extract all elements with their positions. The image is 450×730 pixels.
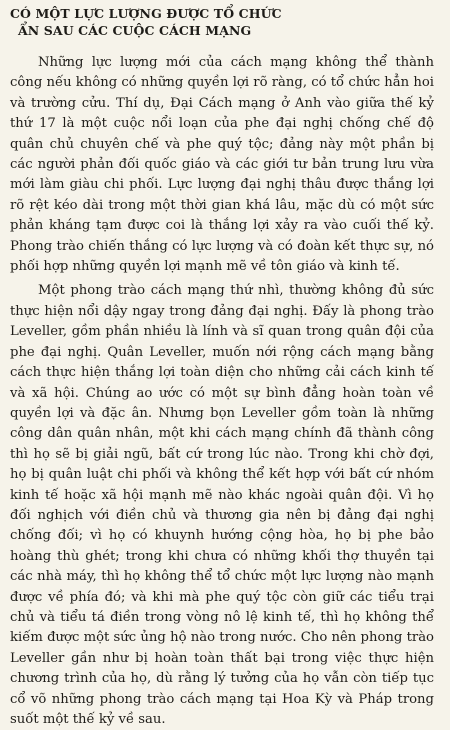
heading-line-1: CÓ MỘT LỰC LƯỢNG ĐƯỢC TỔ CHỨC — [10, 6, 282, 21]
paragraph-2: Một phong trào cách mạng thứ nhì, thường không đủ sức thực hiện nổi dậy ngay trong đảng đại nghị. Đấy là phong trào Leveller, gồm phần nhiều là lính và sĩ quan trong quân đội của phe đại nghị. Quân Leveller, muốn nới rộng cách mạng bằng cách thực hiện thắng lợi toàn diện cho những cải cách kinh tế và xã hội. Chúng ao ước có một sự bình đẳng hoàn toàn về quyền lợi và đặc ân. Nhưng bọn Leveller gồm toàn là những công dân quân nhân, một khi cách mạng chính đã thành công thì họ sẽ bị giải ngũ, bất cứ trong lúc nào. Trong khi chờ đợi, họ bị quân luật chi phối và không thể kết hợp với bất cứ nhóm kinh tế hoặc xã hội mạnh mẽ nào khác ngoài quân đội. Vì họ đối nghịch với điền chủ và thương gia nên bị đảng đại nghị chống đối; vì họ có khuynh hướng cộng hòa, họ bị phe bảo hoàng thù ghét; trong khi chưa có những khối thợ thuyền tại các nhà máy, thì họ không thể tổ chức một lực lượng nào mạnh được về phía đó; và khi mà phe quý tộc còn giữ các tiểu trại chủ và tiểu tá điền trong vòng nô lệ kinh tế, thì họ không thể kiếm được một sức ủng hộ nào trong nước. Cho nên phong trào Leveller gần như bị hoàn toàn thất bại trong việc thực hiện chương trình của họ, dù rằng lý tưởng của họ vẫn còn tiếp tục cổ võ những phong trào cách mạng tại Hoa Kỳ và Pháp trong suốt một thế kỷ về sau. — [10, 283, 434, 727]
section-heading — [10, 5, 434, 39]
paragraph-1: Những lực lượng mới của cách mạng không thể thành công nếu không có những quyền lợi rõ ràng, có tổ chức hẳn hoi và trường cửu. Thí dụ, Đại Cách mạng ở Anh vào giữa thế kỷ thứ 17 là một cuộc nổi loạn của phe đại nghị chống chế độ quân chủ chuyên chế và phe quý tộc; đảng này một phần bị các người phản đối quốc giáo và các giới tư bản trung lưu vừa mới làm giàu chi phối. Lực lượng đại nghị thâu được thắng lợi rõ rệt kéo dài trong một thời gian khá lâu, mặc dù có một sức phản kháng tạm được coi là thắng lợi xảy ra vào cuối thế kỷ. Phong trào chiến thắng có lực lượng và có đoàn kết thực sự, nó phối hợp những quyền lợi mạnh mẽ về tôn giáo và kinh tế. — [10, 55, 434, 275]
heading-line-2: ẨN SAU CÁC CUỘC CÁCH MẠNG — [18, 23, 252, 38]
